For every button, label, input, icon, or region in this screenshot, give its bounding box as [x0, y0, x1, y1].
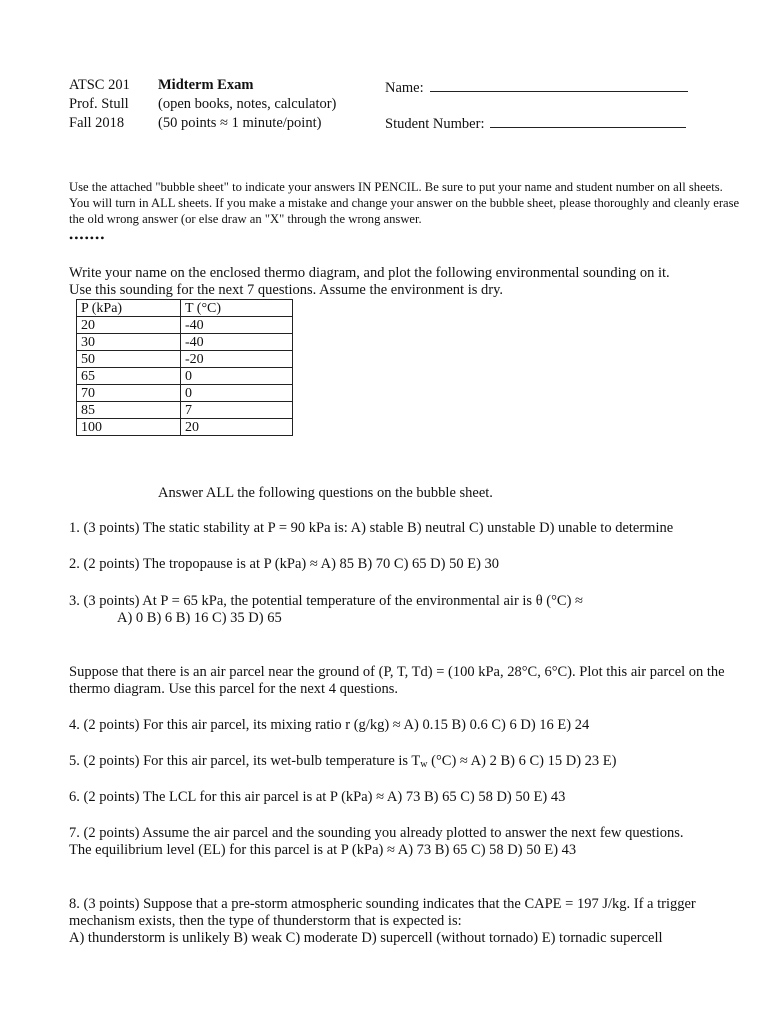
name-blank[interactable] — [430, 77, 688, 92]
temperature-cell: 7 — [181, 402, 293, 419]
sounding-intro-line1: Write your name on the enclosed thermo diagram, and plot the following environmental sounding on it. — [69, 265, 670, 281]
question-2: 2. (2 points) The tropopause is at P (kPa) ≈ A) 85 B) 70 C) 65 D) 50 E) 30 — [69, 556, 500, 572]
temperature-cell: 0 — [181, 385, 293, 402]
table-header-row — [77, 300, 293, 317]
table-row — [77, 419, 293, 436]
table-row — [77, 334, 293, 351]
pressure-cell: 65 — [77, 368, 181, 385]
table-row — [77, 368, 293, 385]
answer-all-note: Answer ALL the following questions on the bubble sheet. — [158, 485, 493, 501]
pressure-cell: 50 — [77, 351, 181, 368]
professor: Prof. Stull — [69, 96, 129, 112]
student-number-field — [385, 113, 686, 133]
course-info — [69, 77, 130, 134]
pressure-cell: 70 — [77, 385, 181, 402]
student-number-blank[interactable] — [490, 113, 686, 128]
temperature-cell: -40 — [181, 334, 293, 351]
question-3-stem: 3. (3 points) At P = 65 kPa, the potential temperature of the environmental air is θ (°C) ≈ — [69, 593, 583, 609]
question-8-stem-line2: mechanism exists, then the type of thunderstorm that is expected is: — [69, 913, 462, 929]
question-7-options: The equilibrium level (EL) for this parcel is at P (kPa) ≈ A) 73 B) 65 C) 58 D) 50 E) 43 — [69, 842, 577, 858]
column-header-temperature: T (°C) — [181, 300, 293, 317]
parcel-intro: Suppose that there is an air parcel near the ground of (P, T, Td) = (100 kPa, 28°C, 6°C). Plot this air parcel on the thermo diagram. Use this parcel for the next 4 questions. — [69, 664, 725, 697]
table-row — [77, 351, 293, 368]
pressure-cell: 85 — [77, 402, 181, 419]
question-8-stem-line1: 8. (3 points) Suppose that a pre-storm atmospheric sounding indicates that the CAPE = 197 J/kg. If a trigger — [69, 896, 696, 912]
name-label: Name: — [385, 80, 424, 96]
exam-info — [158, 77, 336, 134]
sounding-table — [76, 299, 293, 436]
question-3-options: A) 0 B) 6 B) 16 C) 35 D) 65 — [117, 610, 282, 626]
allowed-materials: (open books, notes, calculator) — [158, 96, 337, 112]
question-3 — [69, 593, 759, 627]
question-7 — [69, 825, 759, 859]
instructions: Use the attached "bubble sheet" to indicate your answers IN PENCIL. Be sure to put your name and student number on all sheets. You will turn in ALL sheets. If you make a mistake and change your answer on the bubble sheet, please thoroughly and cleanly erase the old wrong answer (or else draw an "X" through the wrong answer. — [69, 180, 740, 226]
points-info: (50 points ≈ 1 minute/point) — [158, 115, 322, 131]
question-6: 6. (2 points) The LCL for this air parcel is at P (kPa) ≈ A) 73 B) 65 C) 58 D) 50 E) 43 — [69, 789, 566, 805]
exam-title: Midterm Exam — [158, 77, 254, 93]
question-5-stem: 5. (2 points) For this air parcel, its wet-bulb temperature is T — [69, 753, 421, 769]
table-row — [77, 402, 293, 419]
question-8-options: A) thunderstorm is unlikely B) weak C) moderate D) supercell (without tornado) E) tornadic supercell — [69, 930, 663, 946]
table-row — [77, 385, 293, 402]
sounding-intro — [69, 265, 749, 299]
temperature-cell: -20 — [181, 351, 293, 368]
pressure-cell: 20 — [77, 317, 181, 334]
student-number-label: Student Number: — [385, 116, 485, 132]
term: Fall 2018 — [69, 115, 125, 131]
question-5 — [69, 753, 759, 773]
pressure-cell: 100 — [77, 419, 181, 436]
question-4: 4. (2 points) For this air parcel, its mixing ratio r (g/kg) ≈ A) 0.15 B) 0.6 C) 6 D) 16 E) 24 — [69, 717, 590, 733]
question-8 — [69, 896, 759, 947]
question-5-subscript: w — [420, 759, 428, 770]
temperature-cell: 0 — [181, 368, 293, 385]
separator-dots: ••••••• — [69, 231, 106, 245]
temperature-cell: 20 — [181, 419, 293, 436]
temperature-cell: -40 — [181, 317, 293, 334]
name-field — [385, 77, 688, 97]
sounding-intro-line2: Use this sounding for the next 7 questions. Assume the environment is dry. — [69, 282, 504, 298]
pressure-cell: 30 — [77, 334, 181, 351]
column-header-pressure: P (kPa) — [77, 300, 181, 317]
question-5-options: (°C) ≈ A) 2 B) 6 C) 15 D) 23 E) — [427, 753, 617, 769]
table-row — [77, 317, 293, 334]
question-7-stem: 7. (2 points) Assume the air parcel and the sounding you already plotted to answer the next few questions. — [69, 825, 684, 841]
course-code: ATSC 201 — [69, 77, 130, 93]
question-1: 1. (3 points) The static stability at P = 90 kPa is: A) stable B) neutral C) unstable D) unable to determine — [69, 520, 674, 536]
